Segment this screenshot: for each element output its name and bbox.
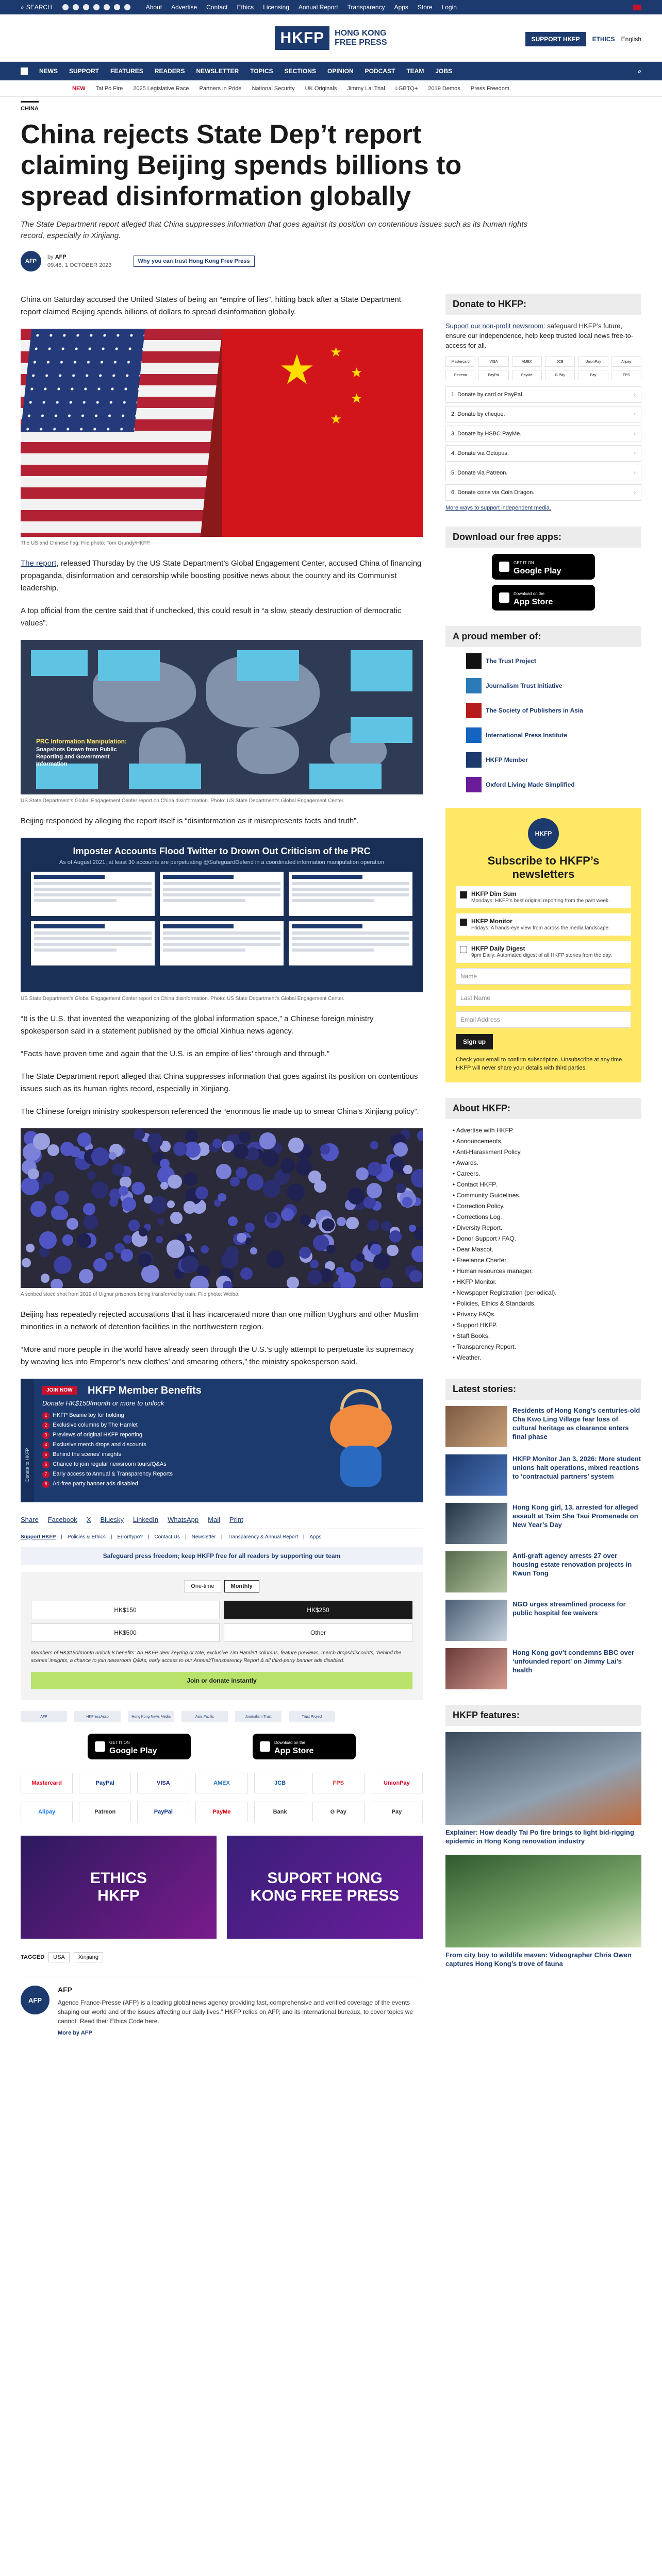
trust-link[interactable]: Why you can trust Hong Kong Free Press	[134, 256, 255, 267]
utility-link-about[interactable]: About	[145, 4, 162, 11]
about-link[interactable]: • Freelance Charter.	[453, 1255, 641, 1266]
partner-logos	[21, 1711, 423, 1722]
latest-story[interactable]: Residents of Hong Kong’s centuries-old Cha Kwo Ling Village fear loss of cultural heritage as clearance enters final phase	[445, 1406, 641, 1447]
masthead	[0, 14, 662, 62]
promo-banners	[21, 1836, 423, 1939]
image-caption: A scribed stoce shot from 2019 of Uighur prisoners being transferred by train. File photo: Weibo.	[21, 1292, 240, 1297]
visa-logo: VISA	[137, 1773, 189, 1793]
share-print[interactable]: Print	[229, 1516, 243, 1523]
amex-logo: AMEX	[512, 357, 542, 367]
tweets-infographic	[21, 838, 423, 1003]
author-avatar[interactable]: AFP	[21, 251, 41, 272]
nav-news[interactable]: NEWS	[39, 67, 58, 75]
benefit-item: 1 HKFP Beanie toy for holding	[42, 1411, 173, 1420]
tag-link[interactable]: USA	[48, 1952, 70, 1962]
paragraph: “More and more people in the world have already seen through the U.S.’s ugly attempt to perpetuate its supremacy by weaving lies into Emperor’s new clothes’ and smearing others,” the ministry spokesperson said.	[21, 1345, 414, 1366]
member-benefits-subtitle: Donate HK$150/month or more to unlock	[42, 1399, 164, 1407]
us-flag	[21, 329, 222, 537]
alipay-logo: Alipay	[21, 1802, 73, 1822]
nav-features[interactable]: FEATURES	[110, 67, 143, 75]
utility-link-contact[interactable]: Contact	[206, 4, 228, 11]
about-link[interactable]: • Contact HKFP.	[453, 1179, 641, 1190]
ethics-promo[interactable]: ETHICS HKFP	[21, 1836, 217, 1939]
about-link[interactable]: • Careers.	[453, 1168, 641, 1179]
publish-date: 09:48, 1 OCTOBER 2023	[47, 262, 112, 268]
about-link[interactable]: • Newspaper Registration (periodical).	[453, 1287, 641, 1298]
support-promo[interactable]: SUPORT HONG KONG FREE PRESS	[227, 1836, 423, 1939]
amount-option-selected[interactable]: HK$250	[224, 1601, 412, 1619]
author-bio: Agence France-Presse (AFP) is a leading global news agency providing fast, comprehensive and verified coverage of the events shaping our world and of the issues affecting our daily lives.” HKFP relies on AFP, and its international bureaux, to cover topics we cannot. Read their Ethics Code here.	[58, 1999, 413, 2025]
about-link[interactable]: • Support HKFP.	[453, 1320, 641, 1331]
newsletter-title: Subscribe to HKFP’s newsletters	[487, 854, 600, 880]
membership-logo[interactable]: HKFP Member	[466, 752, 641, 768]
about-link[interactable]: • Announcements.	[453, 1136, 641, 1147]
member-benefits-note: Members of HK$150/month unlock 8 benefits: An HKFP deer keyring or tote, exclusive Tim Hamlett columns, feature previews, merch drops/discounts, ‘behind the scenes’ insights, a chance to join newsroom Q&As, early access to our Annual/Transparency Report & all third-party banner ads disabled.	[31, 1650, 402, 1664]
feature-story[interactable]: From city boy to wildlife maven: Videographer Chris Owen captures Hong Kong’s trove of fauna	[445, 1855, 641, 1968]
sidebar-heading: Download our free apps:	[445, 527, 641, 548]
donate-option[interactable]: 6. Donate coins via Coin Dragon. ›	[445, 484, 641, 501]
benefit-item: 6 Chance to join regular newsroom tours/Q&As	[42, 1460, 173, 1469]
partner-logo[interactable]: Asia Pacific	[181, 1711, 228, 1722]
donate-submit-button[interactable]: Join or donate instantly	[31, 1672, 412, 1689]
threads-icon[interactable]	[114, 4, 120, 10]
donate-option[interactable]: 4. Donate via Octopus. ›	[445, 445, 641, 462]
member-benefits-title: HKFP Member Benefits	[88, 1385, 202, 1396]
benefit-item: 2 Exclusive columns by The Hamlet	[42, 1420, 173, 1430]
tweet-card	[289, 872, 412, 916]
utility-link-advertise[interactable]: Advertise	[171, 4, 197, 11]
image-caption: The US and Chinese flag. File photo: Tom Grundy/HKFP.	[21, 540, 151, 546]
sidebar-heading: About HKFP:	[445, 1098, 641, 1119]
mastercard-logo: Mastercard	[445, 357, 475, 367]
google-play-button[interactable]: GET IT ON Google Play	[492, 554, 595, 580]
flags-image	[21, 329, 423, 547]
mastercard-logo: Mastercard	[21, 1773, 73, 1793]
patreon-logo: Patreon	[445, 370, 475, 380]
first-name-field[interactable]: Name	[456, 968, 631, 985]
byline: AFP by AFP 09:48, 1 OCTOBER 2023 Why you can trust Hong Kong Free Press	[21, 251, 641, 279]
latest-story[interactable]: NGO urges streamlined process for public hospital fee waivers	[445, 1600, 641, 1641]
trending-item[interactable]: UK Originals	[305, 85, 337, 92]
deer-mascot-illustration	[320, 1389, 402, 1492]
article-standfirst: The State Department report alleged that China suppresses information that goes against its position on contentious issues such as its human rights record, especially in Xinjiang.	[21, 220, 528, 240]
social-icons	[62, 4, 130, 10]
share-bluesky[interactable]: Bluesky	[100, 1516, 124, 1523]
partner-logo[interactable]: Trust Project	[289, 1711, 335, 1722]
nav-podcast[interactable]: PODCAST	[365, 67, 395, 75]
share-label[interactable]: Share	[21, 1516, 39, 1523]
donate-vertical-tag: Donate to HKFP	[25, 1448, 30, 1482]
paragraph: Beijing has repeatedly rejected accusations that it has incarcerated more than one million Uyghurs and other Muslim minorities in a network of detention facilities in the northwestern region.	[21, 1310, 419, 1331]
author-name[interactable]: AFP	[55, 254, 67, 260]
payme-logo: PayMe	[195, 1802, 247, 1822]
chevron-right-icon: ›	[634, 411, 636, 417]
map-title: PRC Information Manipulation:	[36, 738, 127, 745]
paragraph: The Chinese foreign ministry spokesperson referenced the “enormous lie made up to smear China’s Xinjiang policy”.	[21, 1107, 419, 1116]
nav-newsletter[interactable]: NEWSLETTER	[196, 67, 239, 75]
latest-story[interactable]: HKFP Monitor Jan 3, 2026: More student unions halt operations, mixed reactions to ‘contractual partners’ system	[445, 1454, 641, 1496]
sign-up-button[interactable]: Sign up	[456, 1034, 493, 1049]
x-icon[interactable]	[73, 4, 79, 10]
nav-readers[interactable]: READERS	[154, 67, 185, 75]
jcb-logo: JCB	[545, 357, 575, 367]
benefit-item: 7 Early access to Annual & Transparency Reports	[42, 1469, 173, 1479]
app-store-button[interactable]: Download on the App Store	[253, 1734, 356, 1759]
logo-text-line-1: HONG KONG	[335, 28, 387, 38]
about-link[interactable]: • Correction Policy.	[453, 1201, 641, 1212]
sidebar-heading: Latest stories:	[445, 1379, 641, 1400]
applepay-logo: Pay	[578, 370, 608, 380]
latest-stories	[445, 1406, 641, 1689]
article-category[interactable]: CHINA	[21, 101, 39, 112]
about-link[interactable]: • Awards.	[453, 1158, 641, 1168]
member-benefits-banner[interactable]	[21, 1379, 423, 1502]
latest-story[interactable]: Anti-graft agency arrests 27 over housing estate renovation projects in Kwun Tong	[445, 1551, 641, 1592]
donate-option[interactable]: 3. Donate by HSBC PayMe. ›	[445, 426, 641, 442]
trending-item[interactable]: Press Freedom	[470, 85, 509, 92]
benefits-list	[42, 1411, 173, 1489]
benefit-item: 5 Behind the scenes' insights	[42, 1450, 173, 1460]
trending-item[interactable]: Partners in Pride	[199, 85, 242, 92]
report-link[interactable]: The report	[21, 559, 57, 568]
tweet-card	[160, 921, 284, 965]
map-infographic	[21, 640, 423, 805]
chevron-right-icon: ›	[634, 392, 636, 398]
tweet-card	[160, 872, 284, 916]
article-body	[21, 294, 423, 2036]
fps-logo: FPS	[611, 370, 641, 380]
chevron-right-icon: ›	[634, 431, 636, 437]
partner-logo[interactable]: Hong Kong News Media	[128, 1711, 174, 1722]
prisoners-image	[21, 1128, 423, 1298]
safeguard-banner[interactable]: Safeguard press freedom; keep HKFP free for all readers by supporting our team	[21, 1547, 423, 1565]
tweet-card	[31, 921, 155, 965]
map-subtitle: Snapshots Drawn from Public Reporting and Government Information	[36, 747, 117, 767]
footer-link[interactable]: Transparency & Annual Report	[227, 1534, 298, 1540]
utility-link-annual-report[interactable]: Annual Report	[298, 4, 338, 11]
about-link[interactable]: • Community Guidelines.	[453, 1190, 641, 1201]
ethics-link[interactable]: ETHICS	[592, 36, 615, 43]
search-link[interactable]: ⌕ SEARCH	[21, 3, 52, 11]
hk-flag-icon	[633, 5, 641, 10]
benefit-item: 3 Previews of original HKFP reporting	[42, 1430, 173, 1440]
language-selector[interactable]: English	[621, 36, 641, 43]
about-link[interactable]: • Dear Mascot.	[453, 1244, 641, 1255]
membership-logo[interactable]: International Press Institute	[466, 727, 641, 743]
last-name-field[interactable]: Last Name	[456, 990, 631, 1006]
donate-option[interactable]: 1. Donate by card or PayPal. ›	[445, 386, 641, 403]
tags-row	[21, 1952, 423, 1962]
newsletter-option[interactable]: HKFP Dim Sum Mondays: HKFP’s best original reporting from the past week.	[456, 886, 631, 908]
trending-bar	[0, 80, 662, 97]
paragraph: “It is the U.S. that invented the weaponizing of the global information space,” a Chinese foreign ministry spokesperson said in a statement published by the official Xinhua news agency.	[21, 1014, 374, 1036]
china-flag: ★ ★ ★ ★ ★	[222, 329, 423, 537]
about-link[interactable]: • Policies, Ethics & Standards.	[453, 1298, 641, 1309]
article-footer-links: Support HKFP | Policies & Ethics | Error/typo? | Contact Us | Newsletter | Transparency & Annual Report | Apps	[21, 1534, 322, 1540]
paragraph: “Facts have proven time and again that the U.S. is an empire of lies’ through and through.”	[21, 1049, 329, 1058]
donate-option[interactable]: 2. Donate by cheque. ›	[445, 406, 641, 422]
nav-support[interactable]: SUPPORT	[69, 67, 100, 75]
alipay-logo: Alipay	[611, 357, 641, 367]
payment-methods-small	[445, 357, 641, 380]
unionpay-logo: UnionPay	[371, 1773, 423, 1793]
tweet-card	[289, 921, 412, 965]
trending-item[interactable]: Jimmy Lai Trial	[347, 85, 385, 92]
about-links	[445, 1125, 641, 1363]
email-field[interactable]: Email Address	[456, 1011, 631, 1028]
site-logo[interactable]: HKFP HONG KONG FREE PRESS	[275, 26, 387, 50]
nav-opinion[interactable]: OPINION	[327, 67, 354, 75]
infographic-title: Imposter Accounts Flood Twitter to Drown Out Criticism of the PRC	[73, 846, 371, 856]
youtube-icon[interactable]	[93, 4, 100, 10]
sidebar: Donate to HKFP: Support our non-profit newsroom: safeguard HKFP’s future, ensure our independence, help keep trusted local news free-to-access for all. Mastercard VISA AMEX JCB UnionPay Alipay Patreon PayPal PayMe G Pay Pay FPS 1. Donate by card or PayPal. › 2. Donate by cheque. › 3. Donate by HSBC PayMe. › 4. Donate via Octopus. › 5. Donate via Patreon. › 6. Donate coins via Coin Dragon. › More ways to support independent media. Download our free apps: GET IT ON Google Play Download on the App Store A proud member of: The Trust Project Journalism Trust Initiative The Society of Publishers in Asia International Press Institute HKFP Member Oxford Living Made Simplified HKFP Subscribe to HKFP’s newsletters HKFP Dim Sum Mondays: HKFP’s best original reporting from the past week. HKFP Monitor Fridays: A hands-eye view from across the media landscape. HKFP Daily Digest 9pm Daily: Automated digest of all HKFP stories from the day. Name Last Name Email Address Sign up Check your email to confirm subscription. Unsubscribe at any time. HKFP will never share your details with third parties. About HKFP: • Advertise with HKFP. • Announcements. • Anti-Harassment Policy. • Awards. • Careers. • Contact HKFP. • Community Guidelines. • Correction Policy. • Corrections Log. • Diversity Report. • Donor Support / FAQ. • Dear Mascot. • Freelance Charter. • Human resources manager. • HKFP Monitor. • Newspaper Registration (periodical). • Policies, Ethics & Standards. • Privacy FAQs. • Support HKFP. • Staff Books. • Transparency Report. • Weather. Latest stories: Residents of Hong Kong’s centuries-old Cha Kwo Ling Village fear loss of cultural heritage as clearance enters final phase HKFP Monitor Jan 3, 2026: More student unions halt operations, mixed reactions to ‘contractual partners’ system Hong Kong girl, 13, arrested for alleged assault at Tsim Sha Tsui Promenade on New Year’s Day Anti-graft agency arrests 27 over housing estate renovation projects in Kwun Tong NGO urges streamlined process for public hospital fee waivers Hong Kong gov’t condemns BBC over ‘unfounded report’ on Jimmy Lai’s health HKFP features: Explainer: How deadly Tai Po fire brings to light bid-rigging epidemic in Hong Kong renovation industry From city boy to wildlife maven: Videographer Chris Owen captures Hong Kong’s trove of fauna	[445, 294, 641, 2036]
map-callout	[351, 717, 412, 743]
donate-option[interactable]: 5. Donate via Patreon. ›	[445, 465, 641, 481]
trending-item[interactable]: LGBTQ+	[395, 85, 418, 92]
utility-bar	[0, 0, 662, 14]
gpay-logo: G Pay	[312, 1802, 365, 1822]
join-now-button[interactable]: JOIN NOW	[42, 1386, 77, 1395]
infographic-subtitle: As of August 2021, at least 30 accounts are perpetuating @SafeguardDefend in a coordinated information manipulation operation	[59, 859, 385, 866]
latest-story[interactable]: Hong Kong girl, 13, arrested for alleged assault at Tsim Sha Tsui Promenade on New Year’s Day	[445, 1503, 641, 1544]
footer-link[interactable]: Apps	[309, 1534, 322, 1540]
utility-link-store[interactable]: Store	[417, 4, 433, 11]
partner-logo[interactable]: AFP	[21, 1711, 67, 1722]
about-link[interactable]: • Donor Support / FAQ.	[453, 1233, 641, 1244]
about-link[interactable]: • HKFP Monitor.	[453, 1277, 641, 1287]
facebook-icon[interactable]	[62, 4, 69, 10]
paypal-logo: PayPal	[478, 370, 508, 380]
support-hkfp-button[interactable]: SUPPORT HKFP	[525, 32, 586, 46]
nav-jobs[interactable]: JOBS	[435, 67, 452, 75]
utility-link-apps[interactable]: Apps	[394, 4, 408, 11]
sidebar-heading: HKFP features:	[445, 1705, 641, 1726]
about-link[interactable]: • Transparency Report.	[453, 1342, 641, 1352]
checkbox[interactable]	[460, 946, 467, 953]
newsletter-option[interactable]: HKFP Daily Digest 9pm Daily: Automated digest of all HKFP stories from the day.	[456, 941, 631, 963]
google-play-icon	[95, 1741, 105, 1752]
paypal-logo: PayPal	[137, 1802, 189, 1822]
one-time-toggle[interactable]: One-time	[184, 1580, 221, 1592]
article-headline: China rejects State Dep’t report claiming Beijing spends billions to spread disinformation globally	[21, 120, 462, 211]
linkedin-icon[interactable]	[104, 4, 110, 10]
paragraph: The report, released Thursday by the US State Department’s Global Engagement Center, accused China of financing propaganda, disinformation and censorship while boosting positive news about the country and its Communist leadership.	[21, 559, 422, 592]
article-container	[21, 98, 641, 2036]
unionpay-logo: UnionPay	[578, 357, 608, 367]
app-store-button[interactable]: Download on the App Store	[492, 585, 595, 611]
amount-option-other[interactable]: Other	[224, 1623, 412, 1642]
paragraph: The State Department report alleged that China suppresses information that goes against its position on contentious issues such as its human rights record, especially in Xinjiang.	[21, 1072, 418, 1093]
donate-options	[445, 386, 641, 501]
trending-label: NEW	[72, 85, 86, 92]
author-box-avatar[interactable]: AFP	[21, 1986, 49, 2014]
logo-text-line-2: FREE PRESS	[335, 38, 387, 47]
membership-logo[interactable]: The Society of Publishers in Asia	[466, 703, 641, 718]
paragraph: Beijing responded by alleging the report itself is “disinformation as it misrepresents facts and truth”.	[21, 817, 359, 825]
utility-link-ethics[interactable]: Ethics	[237, 4, 254, 11]
tweet-card	[31, 872, 155, 916]
share-linkedin[interactable]: LinkedIn	[133, 1516, 159, 1523]
app-store-buttons	[21, 1734, 423, 1759]
author-box-name[interactable]: AFP	[58, 1986, 72, 1994]
sidebar-heading: Donate to HKFP:	[445, 294, 641, 315]
google-play-button[interactable]: GET IT ON Google Play	[88, 1734, 191, 1759]
about-link[interactable]: • Corrections Log.	[453, 1212, 641, 1223]
tags-label: TAGGED	[21, 1954, 45, 1960]
jcb-logo: JCB	[254, 1773, 306, 1793]
benefit-item: 4 Exclusive merch drops and discounts	[42, 1440, 173, 1450]
paragraph: China on Saturday accused the United States of being an “empire of lies”, hitting back after a State Department report claimed Beijing spends billions of dollars to spread disinformation globally.	[21, 295, 401, 316]
trending-item[interactable]: National Security	[252, 85, 295, 92]
about-link[interactable]: • Anti-Harassment Policy.	[453, 1147, 641, 1158]
donate-widget	[21, 1572, 423, 1700]
tag-link[interactable]: Xinjiang	[74, 1952, 103, 1962]
newsletter-logo: HKFP	[528, 818, 559, 849]
membership-logo[interactable]: Oxford Living Made Simplified	[466, 777, 641, 792]
share-x[interactable]: X	[86, 1516, 91, 1523]
checkbox-checked[interactable]	[460, 919, 467, 926]
search-icon: ⌕	[21, 3, 24, 11]
bluesky-icon[interactable]	[124, 4, 130, 10]
payment-methods	[21, 1773, 423, 1822]
memberships-list	[445, 653, 641, 792]
amount-option[interactable]: HK$500	[31, 1623, 220, 1642]
amount-option[interactable]: HK$150	[31, 1601, 220, 1619]
share-facebook[interactable]: Facebook	[47, 1516, 77, 1523]
nav-sections[interactable]: SECTIONS	[284, 67, 316, 75]
more-by-author-link[interactable]: More by AFP	[58, 2030, 92, 2036]
more-ways-link[interactable]: More ways to support independent media.	[445, 505, 551, 511]
support-hkfp-link[interactable]: Support HKFP	[21, 1534, 56, 1540]
gpay-logo: G Pay	[545, 370, 575, 380]
map-callout	[31, 650, 88, 676]
amex-logo: AMEX	[195, 1773, 247, 1793]
partner-logo[interactable]: Journalism Trust	[235, 1711, 282, 1722]
chevron-right-icon: ›	[634, 489, 636, 496]
fps-logo: FPS	[312, 1773, 365, 1793]
apple-icon	[260, 1741, 270, 1752]
features-list	[445, 1732, 641, 1968]
main-nav	[0, 62, 662, 80]
share-whatsapp[interactable]: WhatsApp	[168, 1516, 199, 1523]
utility-link-login[interactable]: Login	[441, 4, 457, 11]
chevron-right-icon: ›	[634, 450, 636, 456]
benefit-item: 8 Ad-free party banner ads disabled	[42, 1479, 173, 1489]
google-play-icon	[499, 562, 509, 572]
map-callout	[351, 650, 412, 691]
feature-story[interactable]: Explainer: How deadly Tai Po fire brings to light bid-rigging epidemic in Hong Kong renovation industry	[445, 1732, 641, 1845]
applepay-logo: Pay	[371, 1802, 423, 1822]
map-callout	[98, 650, 160, 681]
utility-links	[146, 4, 457, 11]
nav-team[interactable]: TEAM	[406, 67, 424, 75]
checkbox-checked[interactable]	[460, 891, 467, 899]
footer-link[interactable]: Newsletter	[191, 1534, 216, 1540]
image-caption: US State Department’s Global Engagement Center report on China disinformation. Photo: US State Department’s Global Engagement Center.	[21, 798, 345, 804]
nav-topics[interactable]: TOPICS	[250, 67, 273, 75]
partner-logo[interactable]: HKPressAsso	[74, 1711, 121, 1722]
about-link[interactable]: • Advertise with HKFP.	[453, 1125, 641, 1136]
about-link[interactable]: • Diversity Report.	[453, 1223, 641, 1233]
map-callout	[309, 764, 382, 789]
instagram-icon[interactable]	[83, 4, 89, 10]
bank-logo: Bank	[254, 1802, 306, 1822]
share-mail[interactable]: Mail	[208, 1516, 220, 1523]
newsletter-option[interactable]: HKFP Monitor Fridays: A hands-eye view from across the media landscape.	[456, 913, 631, 936]
membership-logo[interactable]: The Trust Project	[466, 653, 641, 669]
apple-icon	[499, 592, 509, 603]
payme-logo: PayMe	[512, 370, 542, 380]
monthly-toggle[interactable]: Monthly	[224, 1580, 259, 1592]
trending-item[interactable]: Tai Po Fire	[95, 85, 123, 92]
chevron-right-icon: ›	[634, 470, 636, 476]
newsletter-signup	[445, 808, 641, 1082]
trending-item[interactable]: 2019 Demos	[428, 85, 460, 92]
paragraph: A top official from the centre said that if unchecked, this could result in “a slow, steady destruction of democratic values”.	[21, 606, 402, 628]
about-link[interactable]: • Staff Books.	[453, 1331, 641, 1342]
trending-item[interactable]: 2025 Legislative Race	[133, 85, 189, 92]
about-link[interactable]: • Human resources manager.	[453, 1266, 641, 1277]
support-newsroom-link[interactable]: Support our non-profit newsroom	[445, 322, 544, 330]
visa-logo: VISA	[478, 357, 508, 367]
patreon-logo: Patreon	[79, 1802, 131, 1822]
share-bar	[21, 1516, 423, 1529]
author-box	[21, 1976, 423, 2036]
footer-link[interactable]: Policies & Ethics	[67, 1534, 106, 1540]
sidebar-heading: A proud member of:	[445, 626, 641, 647]
nav-search-icon[interactable]: ⌕	[638, 67, 641, 75]
newsletter-note: Check your email to confirm subscription. Unsubscribe at any time. HKFP will never share your details with third parties.	[456, 1057, 624, 1071]
about-link[interactable]: • Weather.	[453, 1352, 641, 1363]
home-icon[interactable]	[21, 67, 28, 75]
sidebar-app-buttons	[445, 554, 641, 611]
membership-logo[interactable]: Journalism Trust Initiative	[466, 678, 641, 693]
map-callout	[129, 764, 201, 789]
utility-link-licensing[interactable]: Licensing	[263, 4, 289, 11]
latest-story[interactable]: Hong Kong gov’t condemns BBC over ‘unfounded report’ on Jimmy Lai’s health	[445, 1648, 641, 1689]
about-link[interactable]: • Privacy FAQs.	[453, 1309, 641, 1320]
map-callout	[237, 650, 299, 681]
paypal-logo: PayPal	[79, 1773, 131, 1793]
footer-link[interactable]: Error/typo?	[117, 1534, 143, 1540]
footer-link[interactable]: Contact Us	[154, 1534, 180, 1540]
image-caption: US State Department’s Global Engagement Center report on China disinformation. Photo: US State Department’s Global Engagement Center.	[21, 996, 345, 1002]
utility-link-transparency[interactable]: Transparency	[347, 4, 385, 11]
